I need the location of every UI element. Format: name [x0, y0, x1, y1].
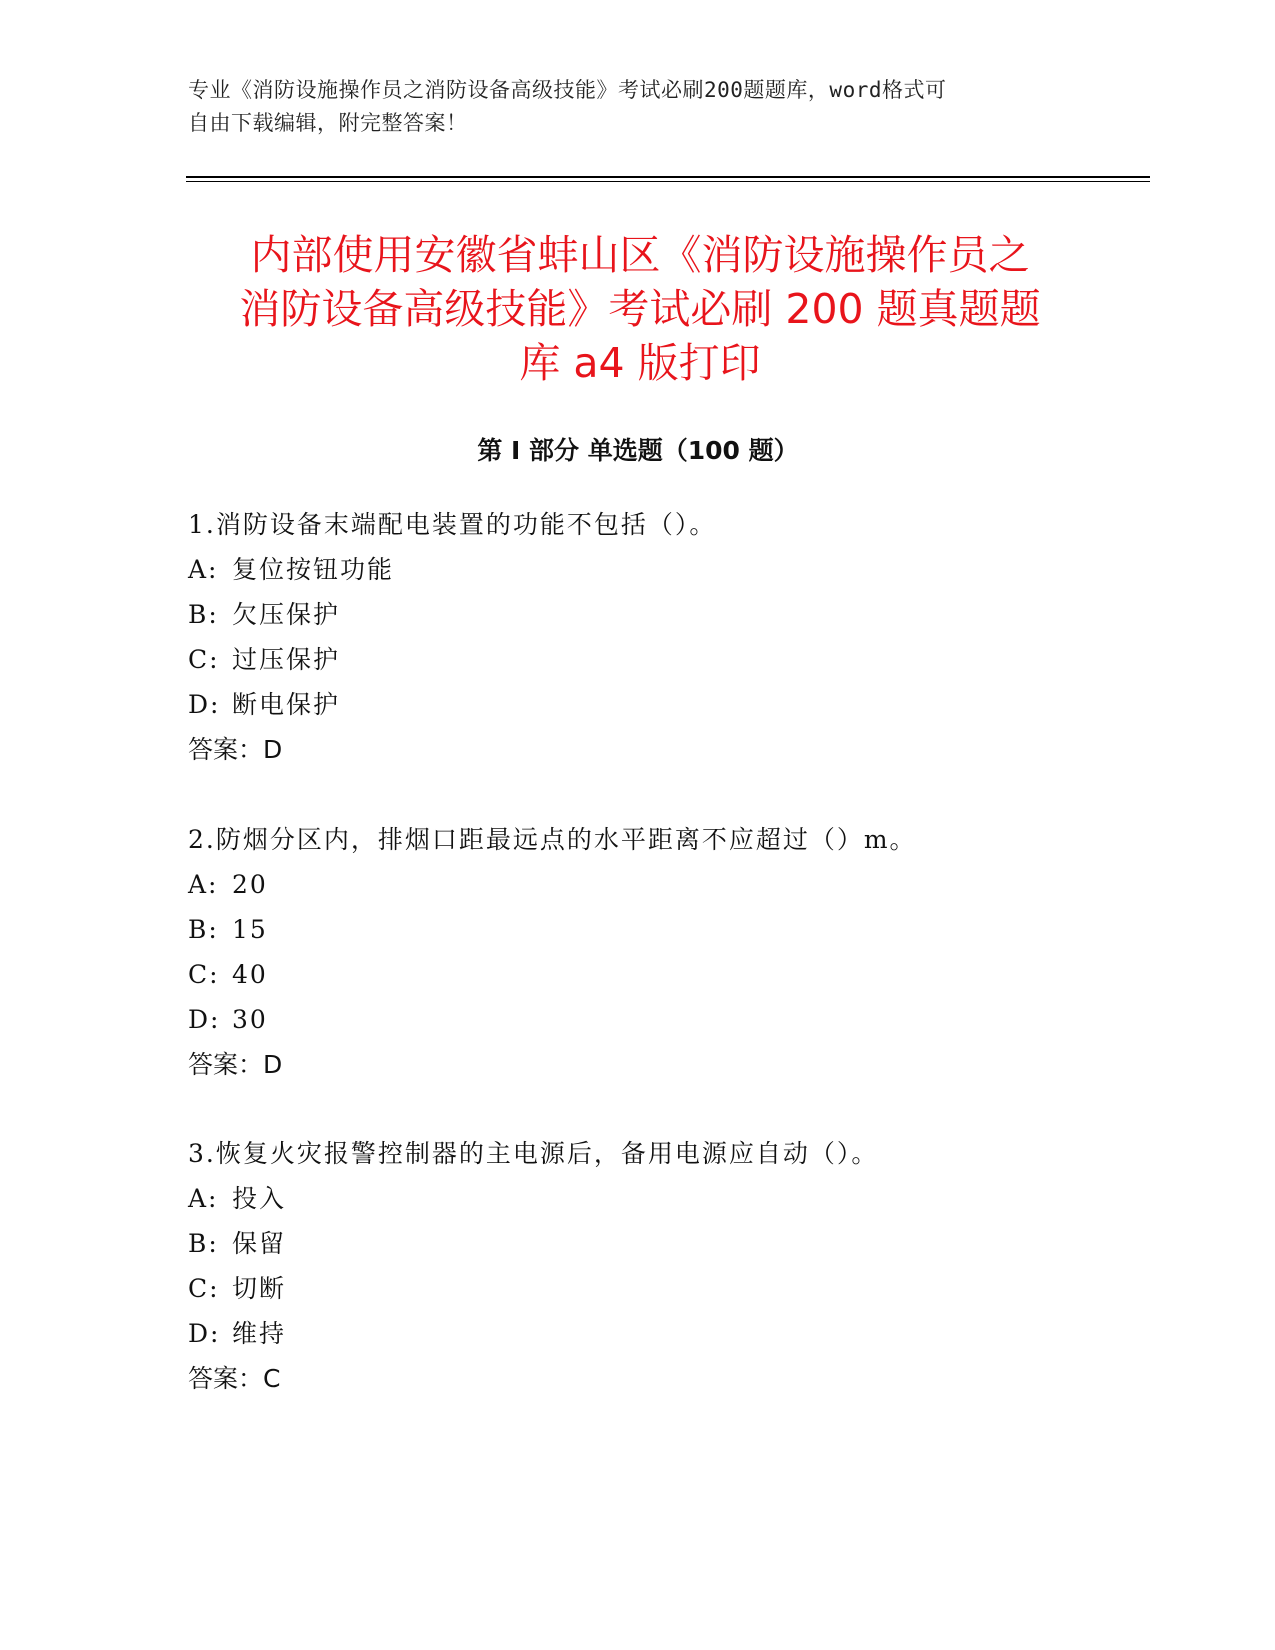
option-letter: A: — [188, 555, 219, 584]
answer-option — [188, 997, 1148, 1042]
answer-option — [188, 1176, 1148, 1221]
title-line: 消防设备高级技能》考试必刷 200 题真题题 — [239, 285, 1041, 333]
header-note-line: 专业《消防设施操作员之消防设备高级技能》考试必刷200题题库，word格式可 — [188, 78, 947, 102]
option-text: 维持 — [232, 1319, 287, 1348]
header-divider-thin — [186, 181, 1150, 182]
answer-option — [188, 637, 1148, 682]
question-block — [188, 1131, 1148, 1401]
question-block — [188, 502, 1148, 772]
header-divider-thick — [186, 176, 1150, 178]
option-text: 断电保护 — [232, 690, 341, 719]
option-letter: C: — [188, 645, 220, 674]
answer-option — [188, 682, 1148, 727]
option-letter: C: — [188, 960, 220, 989]
option-letter: D: — [188, 690, 221, 719]
title-line: 库 a4 版打印 — [519, 339, 761, 387]
option-letter: B: — [188, 1229, 219, 1258]
answer-option — [188, 1266, 1148, 1311]
option-letter: D: — [188, 1005, 221, 1034]
answer-key: 答案：C — [188, 1364, 281, 1393]
option-letter: A: — [188, 870, 219, 899]
option-letter: C: — [188, 1274, 220, 1303]
option-text: 保留 — [232, 1229, 287, 1258]
option-text: 欠压保护 — [232, 600, 341, 629]
answer-key: 答案：D — [188, 735, 283, 764]
answer-option — [188, 547, 1148, 592]
option-text: 投入 — [232, 1184, 287, 1213]
option-letter: D: — [188, 1319, 221, 1348]
title-line: 内部使用安徽省蚌山区《消防设施操作员之 — [250, 231, 1030, 279]
header-note — [188, 74, 1088, 140]
answer-option — [188, 862, 1148, 907]
answer-option — [188, 952, 1148, 997]
option-text: 复位按钮功能 — [232, 555, 395, 584]
option-text: 20 — [232, 870, 268, 899]
question-block — [188, 817, 1148, 1087]
question-stem: 2.防烟分区内，排烟口距最远点的水平距离不应超过（）m。 — [188, 825, 917, 854]
section-heading: 第 I 部分 单选题（100 题） — [477, 436, 799, 465]
question-stem: 3.恢复火灾报警控制器的主电源后，备用电源应自动（）。 — [188, 1139, 879, 1168]
header-note-line: 自由下载编辑，附完整答案！ — [188, 111, 468, 135]
answer-option — [188, 907, 1148, 952]
answer-option — [188, 1311, 1148, 1356]
option-text: 过压保护 — [232, 645, 341, 674]
answer-option — [188, 1221, 1148, 1266]
option-letter: A: — [188, 1184, 219, 1213]
option-letter: B: — [188, 600, 219, 629]
option-letter: B: — [188, 915, 219, 944]
answer-key: 答案：D — [188, 1050, 283, 1079]
answer-option — [188, 592, 1148, 637]
option-text: 40 — [232, 960, 268, 989]
option-text: 切断 — [232, 1274, 287, 1303]
question-stem: 1.消防设备末端配电装置的功能不包括（）。 — [188, 510, 717, 539]
option-text: 15 — [232, 915, 268, 944]
option-text: 30 — [232, 1005, 268, 1034]
document-title — [190, 228, 1090, 390]
